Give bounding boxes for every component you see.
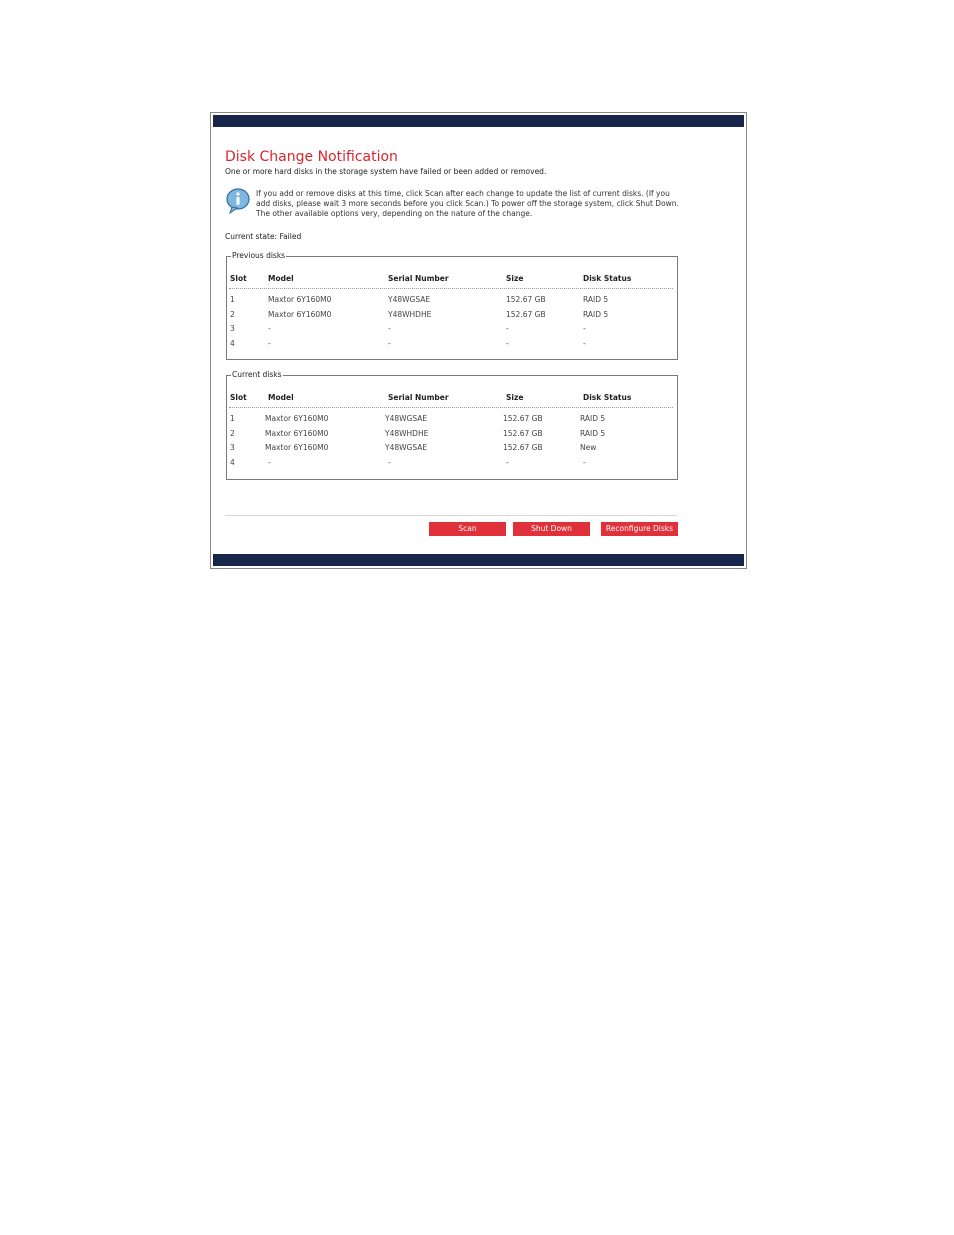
col-header-status: Disk Status bbox=[583, 393, 632, 402]
col-header-size: Size bbox=[506, 393, 524, 402]
scan-button[interactable]: Scan bbox=[429, 522, 506, 536]
cell-size: 152.67 GB bbox=[503, 429, 543, 438]
header-divider bbox=[229, 288, 673, 289]
info-message: If you add or remove disks at this time, click Scan after each change to update the list of current disks. (If you add disks, please wait 3 more seconds before you click Scan.) To power off the storage system, click Shut Down. The other available options very, depending on the nature of the change. bbox=[256, 189, 679, 219]
col-header-status: Disk Status bbox=[583, 274, 632, 283]
cell-status: RAID 5 bbox=[580, 429, 606, 438]
cell-serial: Y48WGSAE bbox=[385, 414, 428, 423]
current-state: Current state: Failed bbox=[225, 232, 302, 241]
cell-size: 152.67 GB bbox=[503, 443, 543, 452]
cell-model: - bbox=[268, 324, 271, 333]
cell-serial: - bbox=[388, 339, 391, 348]
cell-model: Maxtor 6Y160M0 bbox=[265, 443, 329, 452]
footer-divider bbox=[225, 515, 677, 516]
cell-status: - bbox=[583, 458, 586, 467]
cell-size: 152.67 GB bbox=[506, 310, 546, 319]
cell-slot: 3 bbox=[230, 443, 235, 452]
disk-change-dialog bbox=[210, 112, 747, 569]
cell-model: Maxtor 6Y160M0 bbox=[265, 414, 329, 423]
cell-status: RAID 5 bbox=[583, 310, 609, 319]
table-row bbox=[227, 443, 677, 455]
cell-slot: 3 bbox=[230, 324, 235, 333]
cell-serial: Y48WGSAE bbox=[385, 443, 428, 452]
cell-size: - bbox=[506, 324, 509, 333]
cell-slot: 1 bbox=[230, 414, 235, 423]
top-banner bbox=[213, 115, 744, 127]
cell-slot: 2 bbox=[230, 429, 235, 438]
page-subtitle: One or more hard disks in the storage system have failed or been added or removed. bbox=[225, 167, 547, 176]
reconfigure-disks-button[interactable]: Reconfigure Disks bbox=[601, 522, 678, 536]
cell-slot: 4 bbox=[230, 339, 235, 348]
col-header-model: Model bbox=[268, 274, 294, 283]
cell-model: - bbox=[268, 458, 271, 467]
col-header-serial: Serial Number bbox=[388, 274, 449, 283]
cell-model: Maxtor 6Y160M0 bbox=[268, 310, 332, 319]
cell-serial: - bbox=[388, 458, 391, 467]
col-header-serial: Serial Number bbox=[388, 393, 449, 402]
table-row bbox=[227, 414, 677, 426]
col-header-slot: Slot bbox=[230, 393, 247, 402]
cell-model: Maxtor 6Y160M0 bbox=[268, 295, 332, 304]
cell-serial: Y48WHDHE bbox=[388, 310, 432, 319]
cell-status: - bbox=[583, 339, 586, 348]
header-divider bbox=[229, 407, 673, 408]
previous-disks-legend: Previous disks bbox=[232, 251, 286, 260]
info-icon bbox=[225, 187, 251, 215]
cell-model: - bbox=[268, 339, 271, 348]
table-row bbox=[227, 339, 677, 351]
table-row bbox=[227, 429, 677, 441]
table-row bbox=[227, 295, 677, 307]
cell-size: 152.67 GB bbox=[503, 414, 543, 423]
table-row bbox=[227, 458, 677, 470]
cell-slot: 2 bbox=[230, 310, 235, 319]
col-header-slot: Slot bbox=[230, 274, 247, 283]
current-disks-legend: Current disks bbox=[232, 370, 282, 379]
cell-model: Maxtor 6Y160M0 bbox=[265, 429, 329, 438]
cell-serial: Y48WGSAE bbox=[388, 295, 431, 304]
cell-size: - bbox=[506, 458, 509, 467]
cell-serial: - bbox=[388, 324, 391, 333]
cell-status: New bbox=[580, 443, 597, 452]
cell-status: RAID 5 bbox=[583, 295, 609, 304]
cell-slot: 1 bbox=[230, 295, 235, 304]
page-title: Disk Change Notification bbox=[225, 149, 398, 165]
table-row bbox=[227, 310, 677, 322]
cell-serial: Y48WHDHE bbox=[385, 429, 429, 438]
bottom-banner bbox=[213, 554, 744, 566]
current-disks-group bbox=[226, 370, 678, 480]
shut-down-button[interactable]: Shut Down bbox=[513, 522, 590, 536]
table-row bbox=[227, 324, 677, 336]
cell-status: RAID 5 bbox=[580, 414, 606, 423]
previous-disks-group bbox=[226, 251, 678, 360]
cell-size: 152.67 GB bbox=[506, 295, 546, 304]
col-header-size: Size bbox=[506, 274, 524, 283]
cell-status: - bbox=[583, 324, 586, 333]
cell-slot: 4 bbox=[230, 458, 235, 467]
col-header-model: Model bbox=[268, 393, 294, 402]
cell-size: - bbox=[506, 339, 509, 348]
